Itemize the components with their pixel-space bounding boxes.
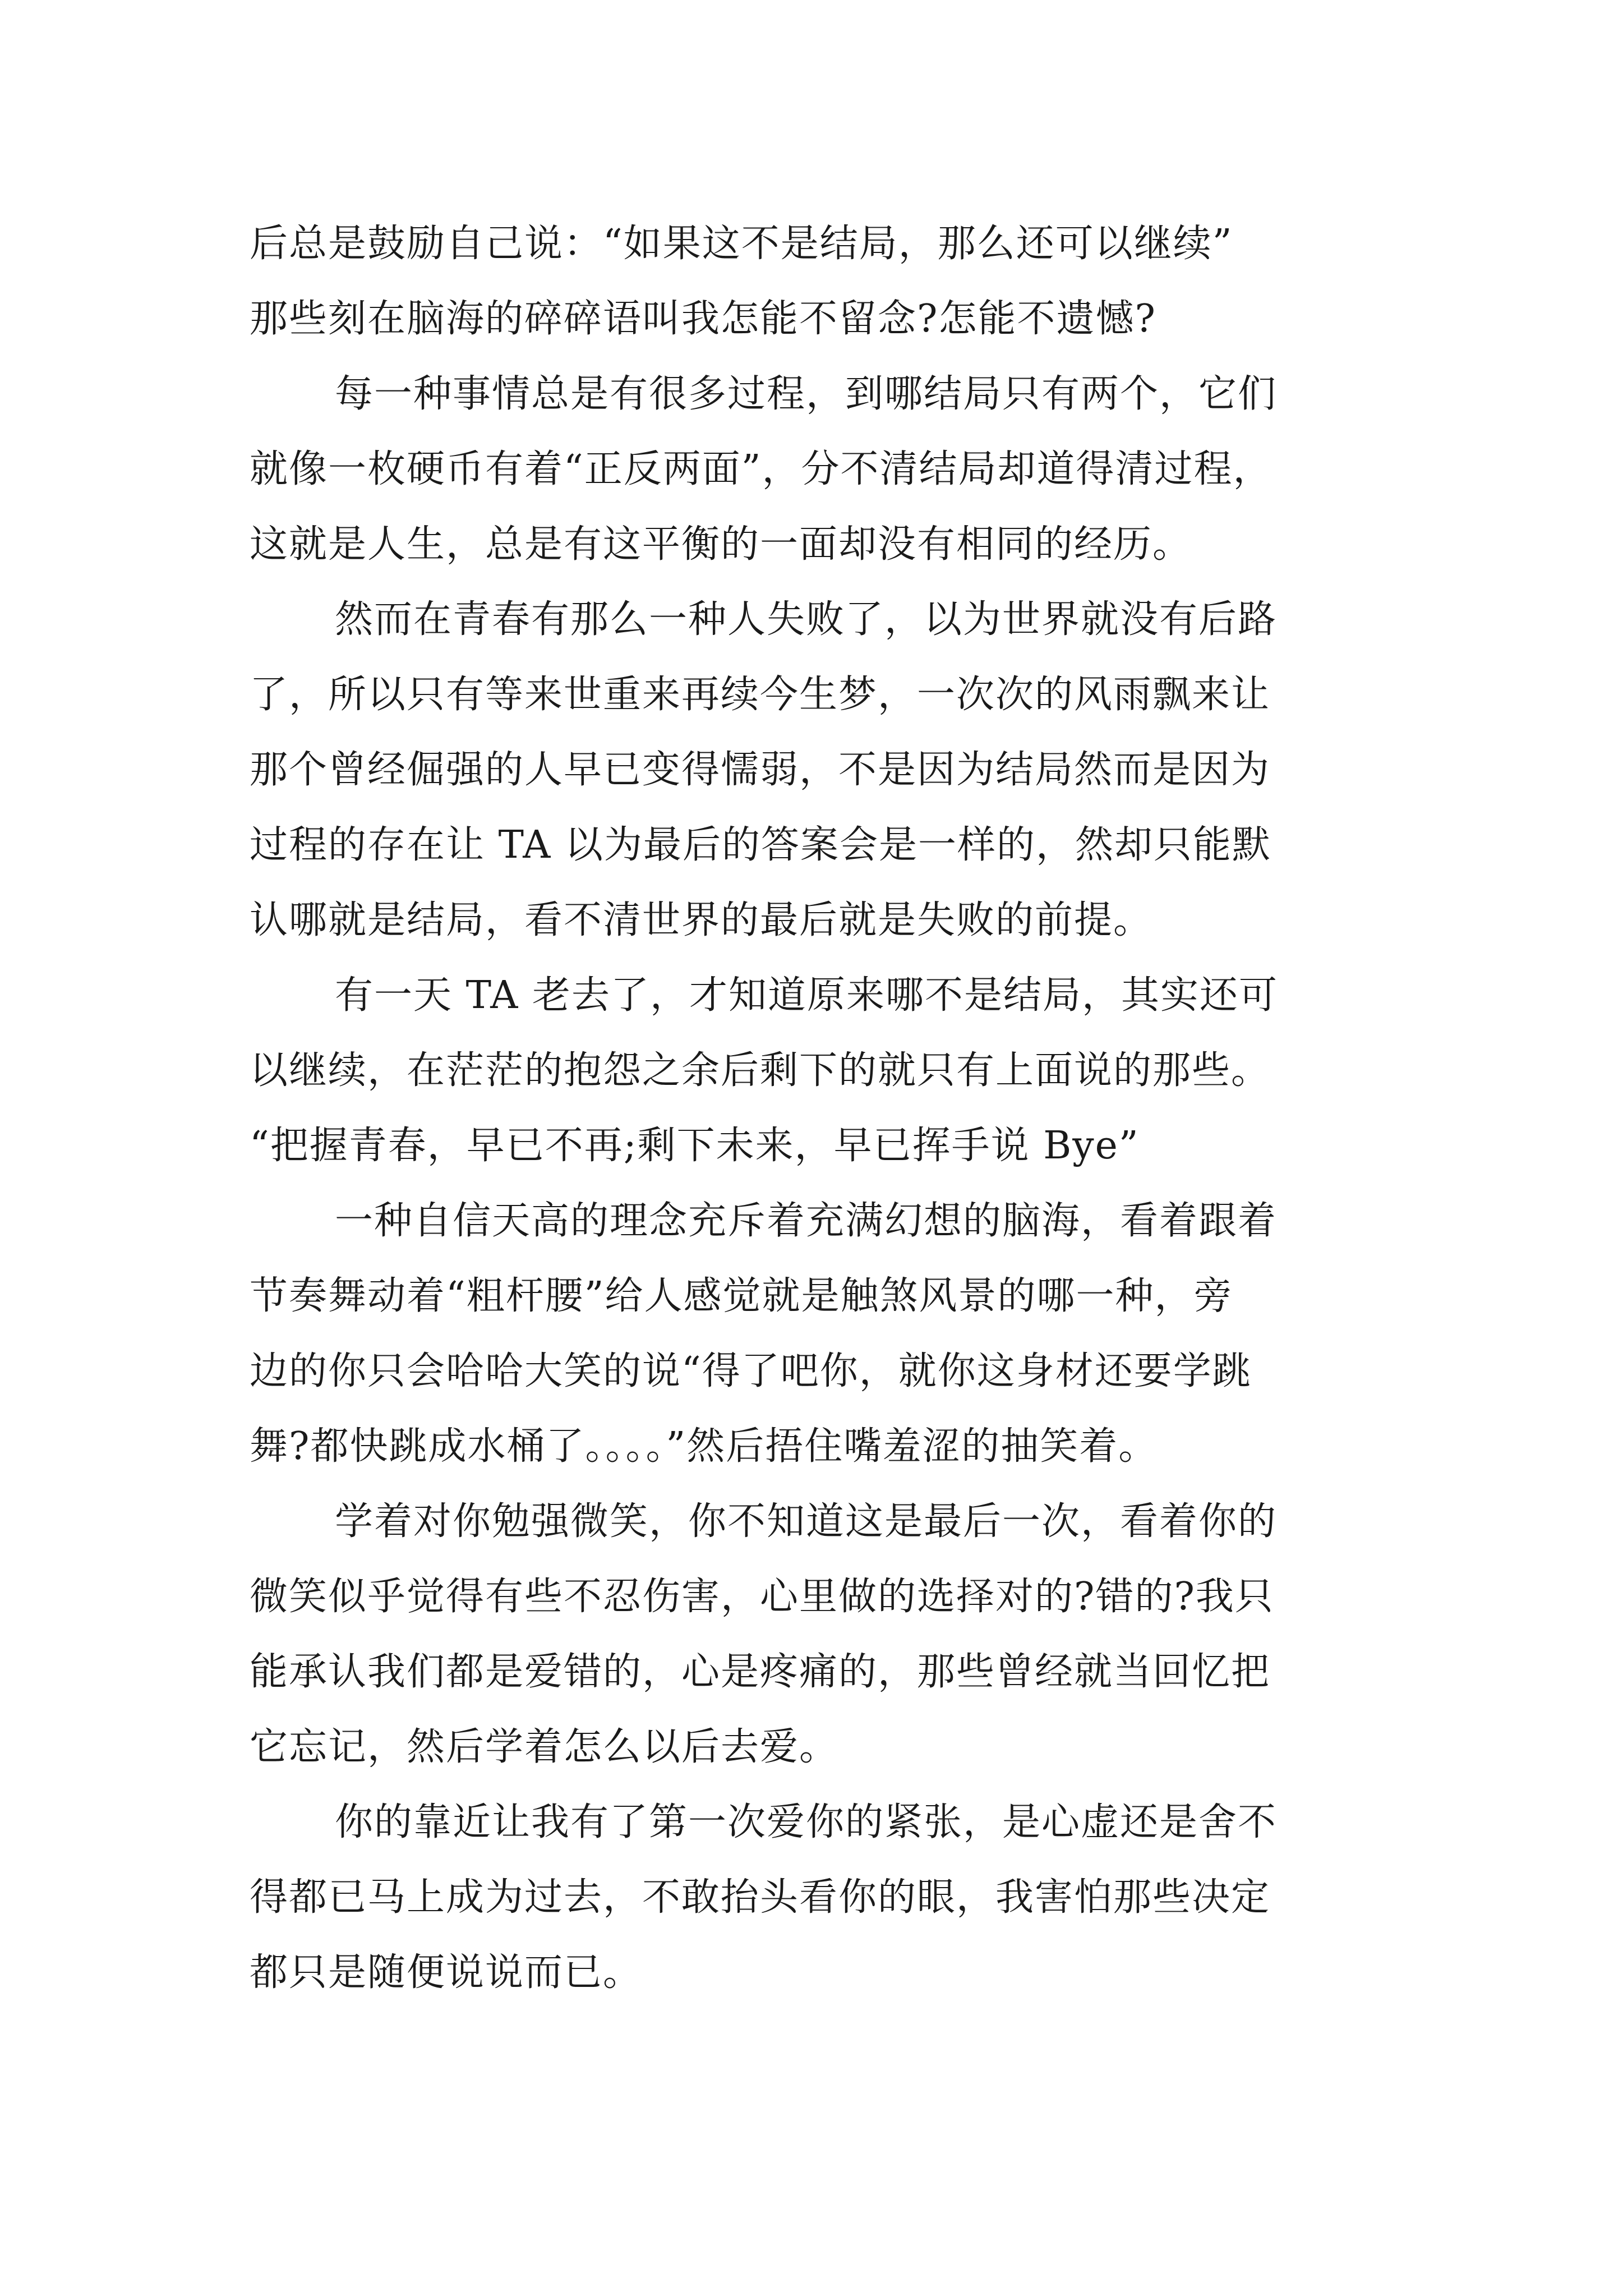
text-line: 学着对你勉强微笑，你不知道这是最后一次，看着你的 bbox=[335, 1499, 1278, 1544]
text-line: 就像一枚硬币有着“正反两面”，分不清结局却道得清过程， bbox=[250, 447, 1272, 491]
text-line: 那些刻在脑海的碎碎语叫我怎能不留念?怎能不遗憾? bbox=[250, 297, 1156, 341]
text-line: 那个曾经倔强的人早已变得懦弱，不是因为结局然而是因为 bbox=[250, 748, 1271, 792]
text-line: 能承认我们都是爱错的，心是疼痛的，那些曾经就当回忆把 bbox=[250, 1650, 1271, 1694]
text-line: 了，所以只有等来世重来再续今生梦，一次次的风雨飘来让 bbox=[250, 673, 1271, 717]
text-line: 以继续，在茫茫的抱怨之余后剩下的就只有上面说的那些。 bbox=[250, 1048, 1271, 1093]
document-body bbox=[250, 206, 1394, 2010]
text-line: 边的你只会哈哈大笑的说“得了吧你，就你这身材还要学跳 bbox=[250, 1349, 1252, 1393]
text-line: 微笑似乎觉得有些不忍伤害，心里做的选择对的?错的?我只 bbox=[250, 1575, 1274, 1619]
text-line: 节奏舞动着“粗杆腰”给人感觉就是触煞风景的哪一种，旁 bbox=[250, 1274, 1233, 1318]
text-line: 每一种事情总是有很多过程，到哪结局只有两个，它们 bbox=[335, 372, 1278, 416]
text-line: 后总是鼓励自己说：“如果这不是结局，那么还可以继续” bbox=[250, 222, 1233, 266]
text-line: 然而在青春有那么一种人失败了，以为世界就没有后路 bbox=[335, 597, 1278, 642]
text-line: 过程的存在让 TA 以为最后的答案会是一样的，然却只能默 bbox=[250, 823, 1271, 867]
text-line: 舞?都快跳成水桶了。。。。”然后捂住嘴羞涩的抽笑着。 bbox=[250, 1424, 1158, 1469]
text-line: 得都已马上成为过去，不敢抬头看你的眼，我害怕那些决定 bbox=[250, 1875, 1271, 1920]
text-line: 你的靠近让我有了第一次爱你的紧张，是心虚还是舍不 bbox=[335, 1800, 1278, 1844]
text-line: 有一天 TA 老去了，才知道原来哪不是结局，其实还可 bbox=[335, 973, 1278, 1018]
text-line: 这就是人生，总是有这平衡的一面却没有相同的经历。 bbox=[250, 522, 1192, 567]
text-line: 认哪就是结局，看不清世界的最后就是失败的前提。 bbox=[250, 898, 1153, 942]
text-line: 它忘记，然后学着怎么以后去爱。 bbox=[250, 1725, 839, 1769]
text-line: 一种自信天高的理念充斥着充满幻想的脑海，看着跟着 bbox=[335, 1199, 1278, 1243]
text-line: 都只是随便说说而已。 bbox=[250, 1950, 643, 1995]
text-line: “把握青春，早已不再;剩下未来，早已挥手说 Bye” bbox=[250, 1124, 1140, 1168]
